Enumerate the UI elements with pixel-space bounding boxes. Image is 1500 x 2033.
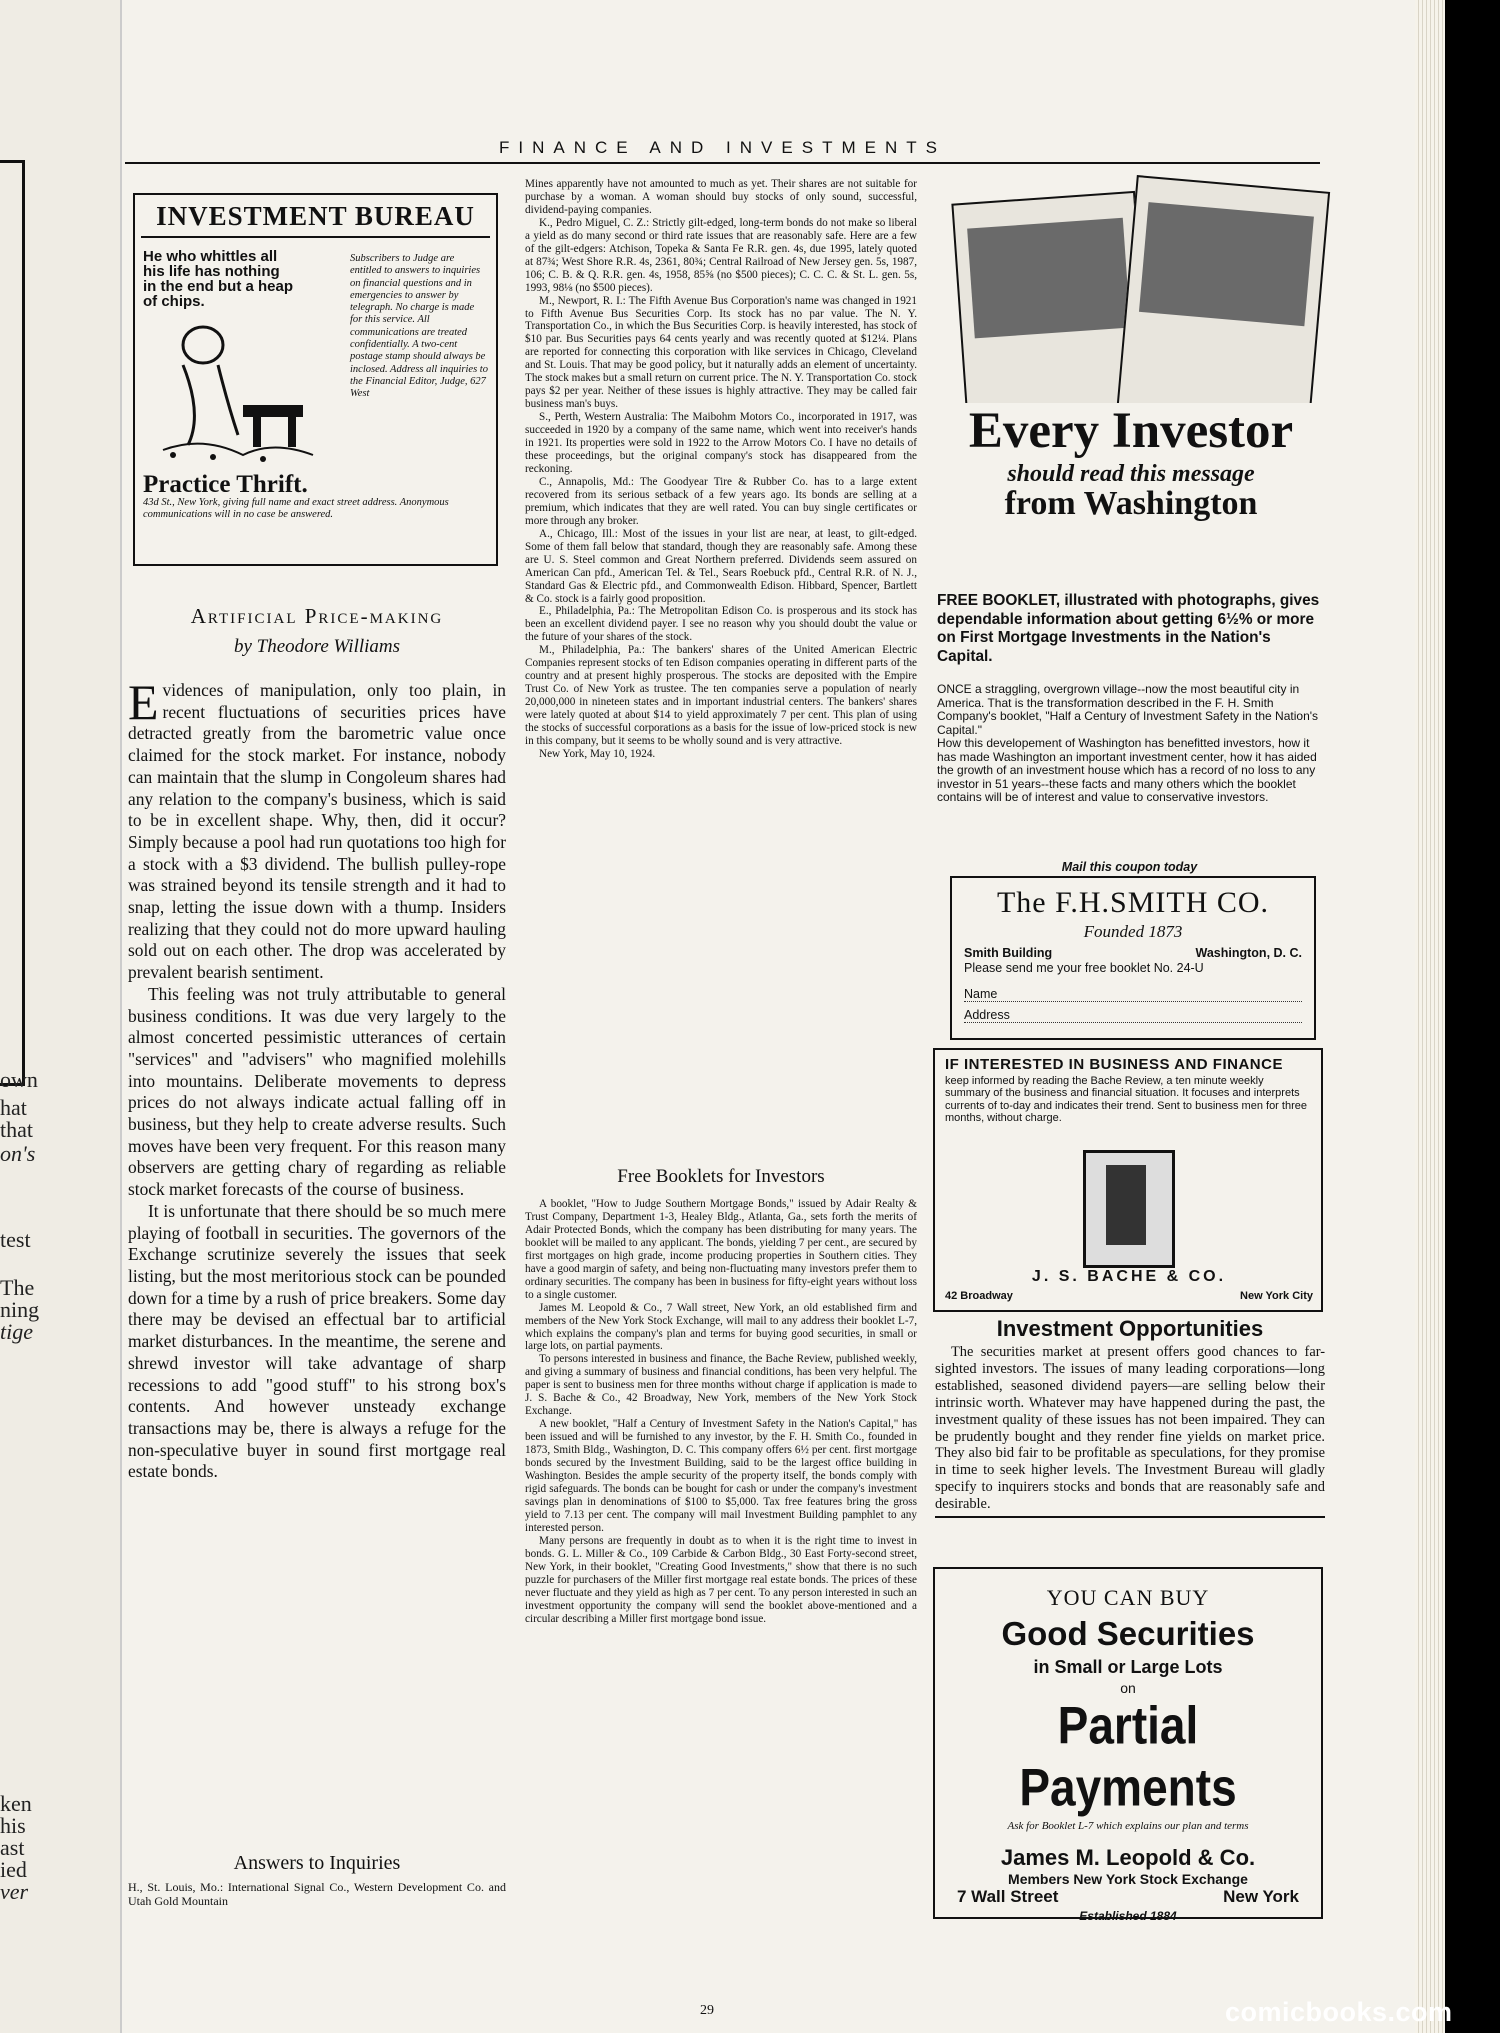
bache-description: keep informed by reading the Bache Review, a ten minute weekly summary of the business and financial situation. It focuses and interprets currents of to-day and indicates their trend. Sent to business men for three months, without charge. [945, 1075, 1307, 1124]
whittler-figure-icon [143, 315, 333, 465]
article-paragraph: vidences of manipulation, only too plain, in recent fluctuations of securities prices have detracted greatly from the barometric value once claimed for the stock market. For instance, nobody can maintain that the slump in Congoleum shares had any relation to the company's business, which is said to be in excellent shape. Why, then, did it occur? Simply because a pool had run quotations too high for a stock with a $3 dividend. The bullish pulley-rope was strained beyond its tensile strength and it had to snap, letting the issue down with a thump. Insiders realizing that they could not do more upward hauling sold out on each other. The drop was accelerated by prevalent bearish sentiment. [128, 680, 506, 983]
leopold-established: Established 1884 [1079, 1909, 1177, 1923]
how-paragraph: How this developement of Washington has benefitted investors, how it has made Washington an important investment center, how it has aided the growth of an investment house which has a record of no loss to any investor in 51 years--these facts and many others which the booklet contains will be of interest and value to conservative investors. [937, 736, 1317, 804]
gutter-fragment: The [0, 1275, 35, 1300]
gutter-fragment: ver [0, 1879, 29, 1904]
booklet-paragraph: A booklet, "How to Judge Southern Mortgage Bonds," issued by Adair Realty & Trust Company, Department 1-3, Healey Bldg., Atlanta, Ga., sets forth the merits of Adair Protected Bonds, which the company has been distributing for many years. The booklet will be mailed to any applicant. The bonds, yielding 7 per cent., are secured by first mortgages on high grade, income producing properties in Southern cities. They have a good margin of safety, and being non-fluctuating many investors prefer them to ordinary securities. The company has been in business for fifty-eight years without loss to a single customer. [525, 1198, 917, 1301]
coupon-city: Washington, D. C. [1195, 946, 1302, 960]
gutter-fragment: tige [0, 1319, 33, 1344]
booklet-paragraph: To persons interested in business and finance, the Bache Review, published weekly, and giving a summary of business and financial conditions, has been very helpful. The paper is sent to business men for three months without charge if application is made to J. S. Bache & Co., 42 Broadway, New York, members of the New York Stock Exchange. [525, 1353, 917, 1418]
answer-paragraph: Mines apparently have not amounted to much as yet. Their shares are not suitable for purchase by a woman. A woman should buy stocks of only sound, successful, dividend-paying companies. [525, 178, 917, 216]
answers-continued [525, 178, 917, 761]
free-booklets-title: Free Booklets for Investors [617, 1166, 825, 1187]
bache-building-logo-icon [1083, 1150, 1175, 1268]
smith-coupon[interactable] [950, 876, 1316, 1040]
article-byline: by Theodore Williams [233, 636, 401, 657]
article-paragraph: This feeling was not truly attributable to general business conditions. It was due very largely to the almost concerted pessimistic utterances of certain "services" and "advisers" who magnified molehills into mountains. Deliberate movements to depress prices do not always indicate actual falling off in business, but they help to create adverse results. Such moves have been very frequent. For this reason many observers are getting chary of regarding as reliable stock market forecasts of the course of business. [128, 983, 506, 1200]
practice-thrift-slogan: Practice Thrift. [143, 471, 308, 498]
gutter-fragment: ied [0, 1857, 27, 1882]
answer-paragraph: A., Chicago, Ill.: Most of the issues in your list are near, at least, to gilt-edged. Some of them fall below that standard, though they are reasonably safe. Among these are U. S. Steel common and Great Northern preferred. Dividends seem assured on American Can pfd., American Tel. & Tel., Sears Roebuck pfd., Central R.R. of N. J., Standard Gas & Electric pfd., and Commonwealth Edison. Hibbard, Spencer, Bartlett & Co. stock is a fairly good proposition. [525, 527, 917, 605]
leopold-firm: James M. Leopold & Co. [1000, 1845, 1256, 1870]
article-body [128, 674, 506, 1483]
answers-text: H., St. Louis, Mo.: International Signal Co., Western Development Co. and Utah Gold Mountain [128, 1880, 506, 1908]
capitol-photo-icon [1139, 202, 1314, 326]
investment-bureau-box [133, 193, 498, 566]
page-stack-edge [1415, 0, 1445, 2033]
investment-bureau-fine-print-2: 43d St., New York, giving full name and exact street address. Anonymous communications will in no case be answered. [143, 497, 449, 521]
gutter-fragment: ning [0, 1297, 40, 1322]
gutter-fragment: own [0, 1067, 38, 1092]
opportunities-paragraph: The securities market at present offers good chances to far-sighted investors. The issues of many leading corporations—long established, seasoned dividend payers—are selling below their intrinsic worth. Whatever may have happened during the past, the investment quality of these issues has not been impaired. They can be prudently bought and they render fine yields on market price. They also bid fair to be profitable as speculations, for they promise in time to seek higher levels. The Investment Bureau will gladly specify to inquirers stocks and bonds that are reasonably safe and desirable. [935, 1344, 1325, 1513]
answer-paragraph: M., Philadelphia, Pa.: The bankers' shares of the United American Electric Companies represent stocks of ten Edison companies operating in different parts of the country and at present highly prosperous. The stocks are deposited with the Empire Trust Co. of New York as trustee. The ten companies serve a population of nearly 20,000,000 in nineteen states and in important industrial centers. The bankers' shares were lately quoted at about $14 to yield approximately 7 per cent. This plan of using the stocks of successful corporations as a basis for the issue of low-priced stock is new in this company, but it seems to be wholly sound and is very attractive. [525, 644, 917, 747]
white-house-photo-icon [967, 218, 1130, 339]
facing-page-ornament [0, 160, 25, 1086]
answers-title: Answers to Inquiries [233, 1852, 401, 1874]
facing-page-gutter [0, 0, 122, 2033]
leopold-city: New York [1223, 1887, 1299, 1906]
watermark: comicbooks.com [1225, 1997, 1453, 2027]
booklet-paragraph: Many persons are frequently in doubt as to when it is the right time to invest in bonds. G. L. Miller & Co., 109 Carbide & Carbon Bldg., 30 East Forty-second street, New York, in their booklet, "Creating Good Investments," show that there is no such puzzle for purchasers of the Miller first mortgage real estate bonds. The prices of these never fluctuate and they yield as high as 7 per cent. To any person interested in such an investment opportunity the company will send the booklet above-mentioned and a circular describing a Miller first mortgage bond issue. [525, 1534, 917, 1625]
dateline: New York, May 10, 1924. [539, 747, 656, 760]
page-number: 29 [700, 2003, 714, 2018]
free-booklet-offer: FREE BOOKLET, illustrated with photographs, gives dependable information about getting 6½% or more on First Mortgage Investments in the Nation's Capital. [937, 592, 1320, 665]
coupon-request: Please send me your free booklet No. 24-U [964, 961, 1204, 975]
leopold-street: 7 Wall Street [957, 1887, 1059, 1906]
booklet-paragraph: A new booklet, "Half a Century of Investment Safety in the Nation's Capital," has been issued and will be furnished to any investor, by the F. H. Smith Co., founded in 1873, Smith Bldg., Washington, D. C. This company offers 6½ per cent. first mortgage bonds secured by the Investment Building, said to be the largest office building in Washington. Besides the ample security of the property itself, the bonds comply with rigid safeguards. The bonds can be bought for cash or under the company's investment savings plan in denominations of $100 to $5,000. Tax free features bring the gross yield to 7.13 per cent. The company will mail Investment Building pamphlet to any interested person. [525, 1418, 917, 1534]
thrift-cartoon [143, 249, 343, 499]
leopold-line-2: Good Securities [1001, 1615, 1255, 1652]
gutter-fragment: ken [0, 1791, 32, 1816]
gutter-fragment: on's [0, 1141, 36, 1166]
free-booklets-text [525, 1198, 917, 1625]
running-head: FINANCE AND INVESTMENTS [125, 138, 1320, 164]
washington-ad-copy [937, 683, 1322, 805]
coupon-building: Smith Building [964, 946, 1053, 960]
leopold-line-5: Partial Payments [1019, 1695, 1237, 1817]
leopold-line-3: in Small or Large Lots [1033, 1657, 1223, 1677]
opportunities-title: Investment Opportunities [996, 1316, 1264, 1341]
cartoon-caption: He who whittles all his life has nothing in the end but a heap of chips. [143, 248, 294, 310]
leopold-line-6: Ask for Booklet L-7 which explains our plan and terms [1007, 1820, 1249, 1832]
opportunities-text [935, 1344, 1325, 1518]
leopold-line-4: on [1120, 1680, 1136, 1696]
answer-paragraph: M., Newport, R. I.: The Fifth Avenue Bus Corporation's name was changed in 1921 to Fifth Avenue Bus Securities Corp. Its stock has no par value. The N. Y. Transportation Co., in which the Bus Securities Corp. is heavily interested, has stock of $10 par. Bus Securities pays 64 cents yearly and was recently quoted at $12¼. Plans are reported for connecting this corporation with like services in Chicago, Cleveland and St. Louis. That may be good policy, but it naturally adds an element of uncertainty. The stock makes but a small return on current price. The N. Y. Transportation Co. stock pays $2 per year. Neither of these issues is highly attractive. They may be called fair business man's buys. [525, 294, 917, 411]
bache-address: 42 Broadway [945, 1290, 1013, 1302]
leopold-members: Members New York Stock Exchange [1008, 1871, 1248, 1887]
investment-bureau-title: INVESTMENT BUREAU [141, 201, 490, 238]
once-paragraph: ONCE a straggling, overgrown village--now the most beautiful city in America. That is the transformation described in the F. H. Smith Company's booklet, "Half a Century of Investment Safety in the Nation's Capital." [937, 682, 1319, 737]
coupon-founded: Founded 1873 [1083, 922, 1183, 941]
booklet-paragraph: James M. Leopold & Co., 7 Wall street, New York, an old established firm and members of the New York Stock Exchange, will mail to any address their booklet L-7, which explains the company's plan and terms for buying good securities, in small or large lots, on partial payments. [525, 1301, 917, 1353]
investment-bureau-fine-print: Subscribers to Judge are entitled to answers to inquiries on financial questions and in emergencies to answer by telegraph. No charge is made for this service. All communications are treated confidentially. A two-cent postage stamp should always be inclosed. Address all inquiries to the Financial Editor, Judge, 627 West [350, 253, 488, 400]
answer-paragraph: C., Annapolis, Md.: The Goodyear Tire & Rubber Co. has to a large extent recovered from its serious setback of a few years ago. Its bonds are selling at a premium, which indicates that they are well rated. You can buy single certificates or more through any broker. [525, 475, 917, 527]
bache-headline: IF INTERESTED IN BUSINESS AND FINANCE [945, 1056, 1283, 1073]
washington-ad-illustration [940, 175, 1322, 585]
leopold-ad [933, 1567, 1323, 1923]
coupon-company: The F.H.SMITH CO. [996, 886, 1270, 919]
bache-city: New York City [1240, 1290, 1313, 1302]
gutter-fragment: test [0, 1227, 31, 1252]
answer-paragraph: K., Pedro Miguel, C. Z.: Strictly gilt-edged, long-term bonds do not make so liberal a yield as do many second or third rate issues that are reasonably safe. Here are a few of the gilt-edgers: Atchison, Topeka & Santa Fe R.R. gen. 4s, due 1995, lately quoted at 87¾; West Shore R.R. 4s, 2361, 80¾; Central Railroad of New Jersey gen. 5s, 1987, 106; C. B. & Q. R.R. gen. 4s, 1958, 85⅝ (no $500 pieces); C. C. C. & St. L. gen. 5s, 1993, 98⅛ (no $500 pieces). [525, 216, 917, 294]
article-paragraph: It is unfortunate that there should be so much mere playing of football in securities. The governors of the Exchange scrutinize severely the issues that seek listing, but the most meritorious stock can be pounded down for a time by a rush of price breakers. Some day there may be devised an effectual bar to artificial market disturbances. In the meantime, the serene and shrewd investor will take advantage of sharp recessions to add "good stuff" to his strong box's contents. And however unsteady exchange transactions may be, there is always a refuge for the non-speculative buyer in sound first mortgage real estate bonds. [128, 1200, 506, 1482]
coupon-name-field[interactable]: Name [964, 987, 1302, 1002]
article-title: Artificial Price-making [190, 604, 444, 628]
gutter-fragment: hat [0, 1095, 27, 1120]
every-investor-headline: Every Investor [940, 403, 1322, 459]
should-read-headline: should read this message [1007, 461, 1255, 487]
article-dropcap: E [128, 674, 159, 730]
bache-ad [933, 1048, 1323, 1312]
bache-firm: J. S. BACHE & CO. [1031, 1268, 1227, 1285]
coupon-label: Mail this coupon today [1061, 860, 1198, 874]
gutter-fragment: that [0, 1117, 33, 1142]
answer-paragraph: S., Perth, Western Australia: The Maibohm Motors Co., incorporated in 1917, was succeeded in 1920 by a company of the same name, which went into receiver's hands in 1921. Its properties were sold in 1922 to the Arrow Motors Co. I have no details of these proceedings, but the original company's stock has disappeared from the reckoning. [525, 411, 917, 475]
leopold-line-1: YOU CAN BUY [1046, 1585, 1210, 1610]
gutter-fragment: ast [0, 1835, 25, 1860]
from-washington-headline: from Washington [1004, 485, 1258, 522]
gutter-fragment: his [0, 1813, 26, 1838]
answer-paragraph: E., Philadelphia, Pa.: The Metropolitan Edison Co. is prosperous and its stock has been an excellent dividend payer. I see no reason why you should doubt the value or the future of your shares of the stock. [525, 605, 917, 644]
coupon-address-field[interactable]: Address [964, 1008, 1302, 1023]
